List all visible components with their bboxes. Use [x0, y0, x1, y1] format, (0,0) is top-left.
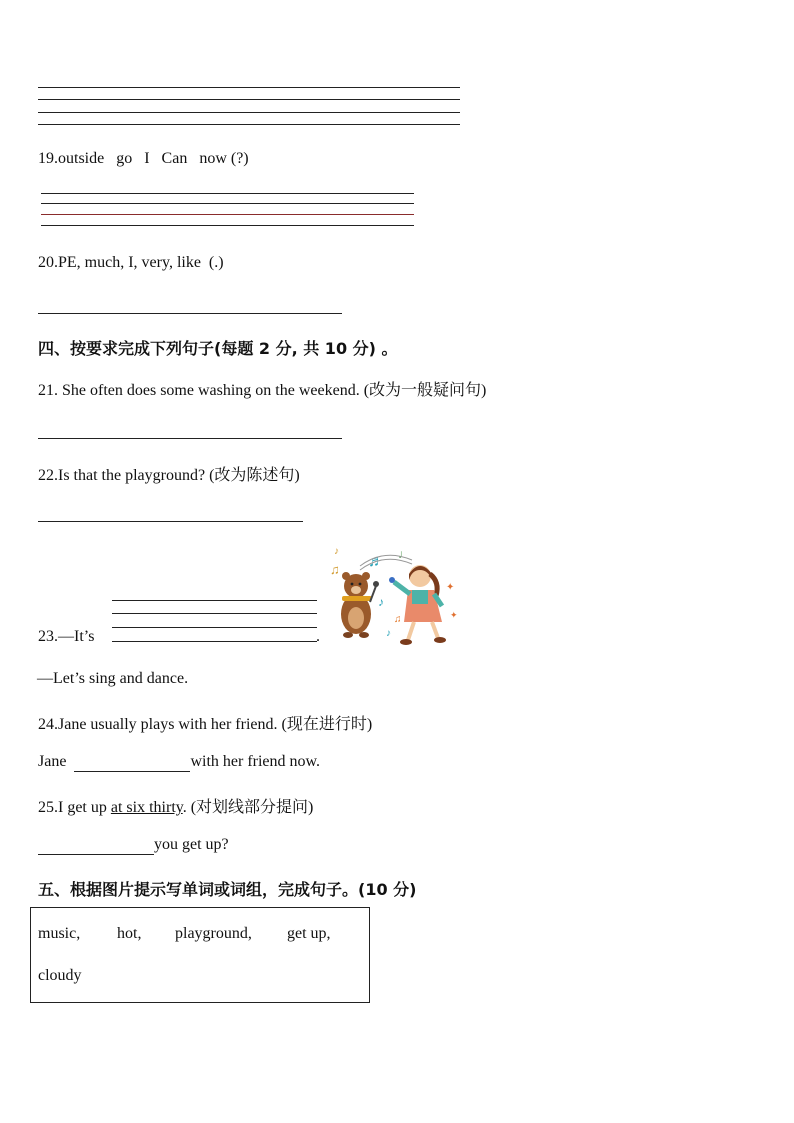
question-text: Is that the playground? (改为陈述句) [58, 467, 300, 484]
word-bank-item: get up, [287, 925, 331, 942]
word-bank-item: hot, [117, 925, 142, 942]
question-text: Jane usually plays with her friend. (现在进行时) [58, 716, 373, 733]
answer-line [38, 87, 460, 88]
question-20 [38, 254, 224, 272]
music-note-icon: ✦ [450, 610, 458, 620]
answer-line [112, 641, 317, 642]
answer-line [41, 193, 414, 194]
answer-suffix: you get up? [154, 836, 229, 853]
question-25 [38, 794, 313, 817]
girl-figure [389, 565, 446, 645]
word-bank-box [30, 907, 370, 1003]
answer-line [38, 99, 460, 100]
question-24 [38, 711, 372, 734]
music-note-icon: ♫ [330, 562, 340, 577]
answer-line [38, 124, 460, 125]
question-number: 20. [38, 254, 58, 271]
answer-line [38, 438, 342, 439]
answer-line [38, 313, 342, 314]
question-number: 25. [38, 799, 58, 816]
answer-line [38, 521, 303, 522]
answer-line [41, 214, 414, 215]
answer-line [41, 203, 414, 204]
question-25-answer [38, 836, 229, 855]
music-note-icon: ♪ [378, 595, 384, 609]
question-21 [38, 377, 486, 400]
question-text: . She often does some washing on the weekend. (改为一般疑问句) [54, 382, 487, 399]
question-19 [38, 150, 249, 168]
answer-suffix: with her friend now. [190, 753, 321, 770]
answer-blank[interactable] [74, 753, 190, 772]
question-text-after: . (对划线部分提问) [182, 799, 314, 816]
answer-line [112, 627, 317, 628]
question-text-before: I get up [58, 799, 111, 816]
singing-illustration [324, 544, 458, 646]
question-24-answer [38, 753, 320, 772]
answer-line [38, 112, 460, 113]
question-number: 23. [38, 628, 58, 645]
underlined-phrase: at six thirty [110, 799, 183, 816]
answer-prefix: Jane [38, 753, 67, 770]
music-note-icon: ♪ [386, 628, 391, 639]
music-note-icon: ♬ [368, 553, 384, 570]
question-23-reply: —Let’s sing and dance. [37, 670, 189, 687]
word-bank-item: music, [38, 925, 81, 942]
question-text: PE, much, I, very, like (.) [58, 254, 224, 271]
answer-line [112, 600, 317, 601]
music-note-icon: ♪ [334, 546, 339, 557]
music-note-icon: ♫ [394, 614, 402, 625]
music-note-icon: ♩ [398, 547, 410, 561]
question-prefix: —It’s [58, 628, 95, 645]
question-number: 19. [38, 150, 58, 167]
answer-line [112, 613, 317, 614]
answer-line [41, 225, 414, 226]
question-23 [38, 628, 94, 646]
question-number: 24. [38, 716, 58, 733]
answer-blank[interactable] [38, 836, 154, 855]
question-number: 22. [38, 467, 58, 484]
question-22 [38, 462, 300, 485]
question-23-period: . [316, 628, 320, 645]
music-note-icon: ✦ [446, 582, 455, 593]
bear-figure [341, 572, 379, 638]
question-number: 21 [38, 382, 54, 399]
word-bank-item: playground, [175, 925, 252, 942]
question-text: outside go I Can now (?) [58, 150, 249, 167]
section-5-title: 五、根据图片提示写单词或词组，完成句子。(10 分) [38, 880, 417, 899]
section-4-title: 四、按要求完成下列句子(每题 2 分, 共 10 分) 。 [38, 339, 398, 358]
word-bank-item: cloudy [38, 967, 82, 984]
